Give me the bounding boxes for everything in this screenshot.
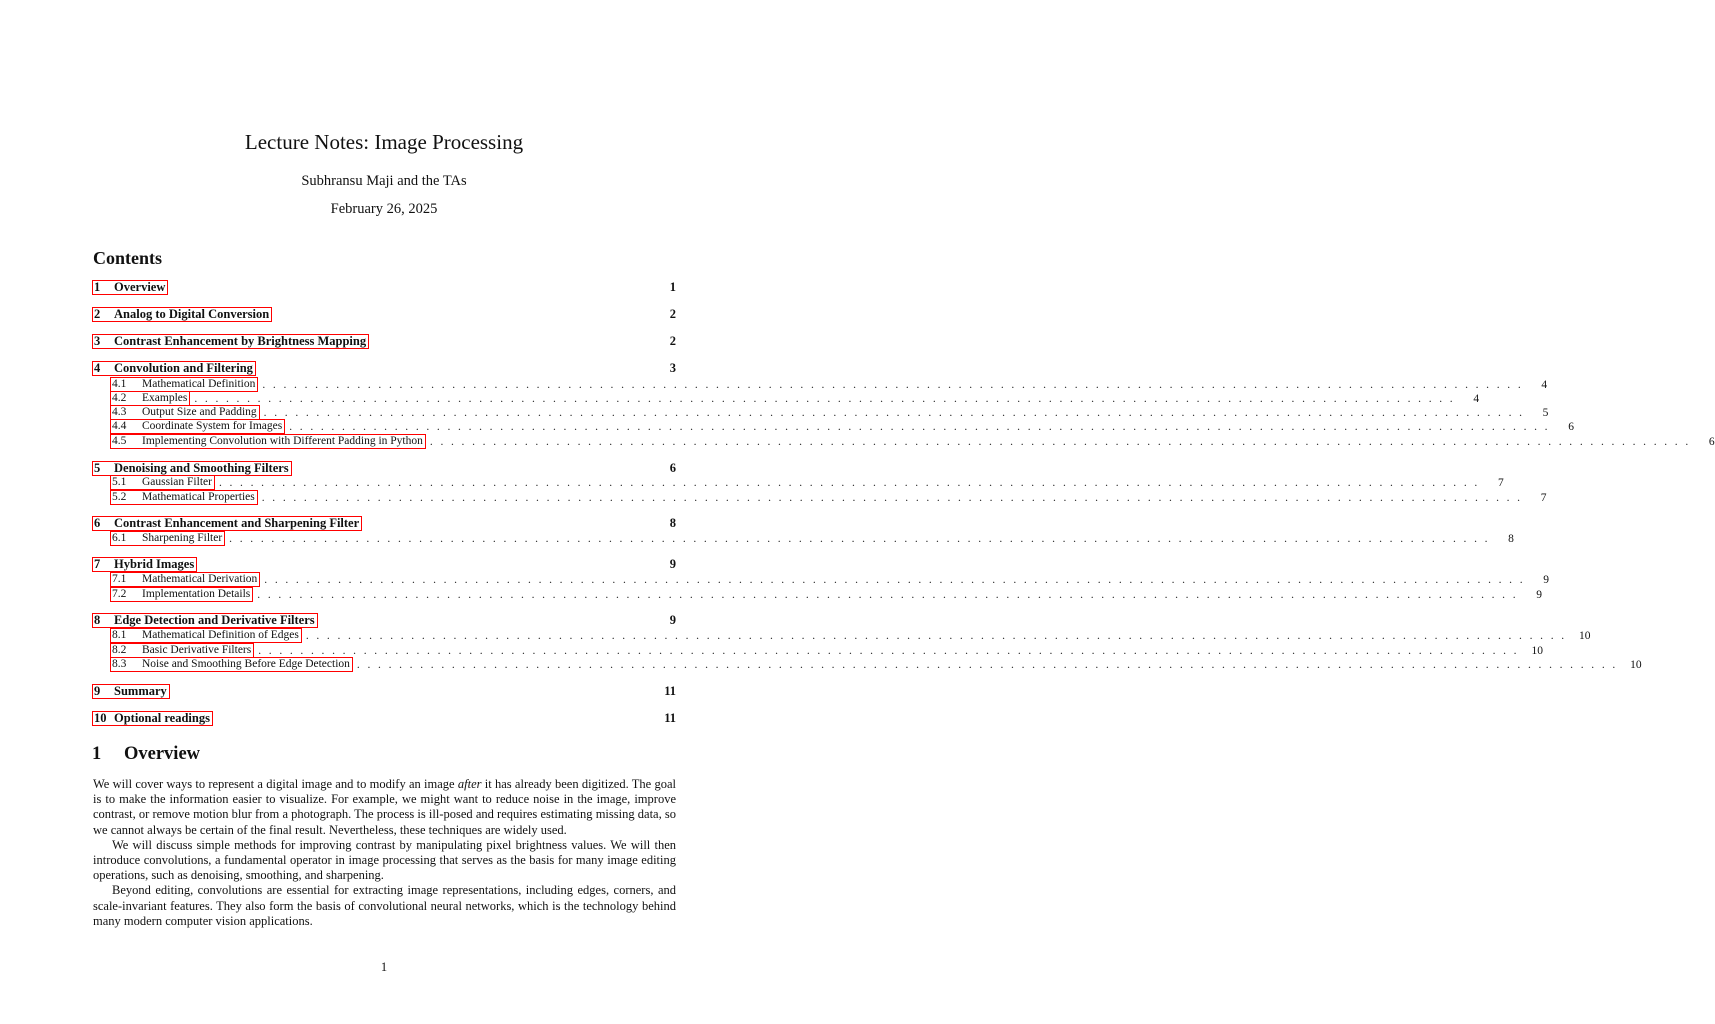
- toc-leader-dots: . . . . . . . . . . . . . . . . . . . . . . . . . . . . . . . . . . . . . . . . . . . . . . . . . . . . . . . . . . . . . . . . . . . . . . . . . . . . . . . . . . . . . . . . . . . . . . . . . . . . . . . . . . . . . . . . . . . . . . . .: [261, 491, 1523, 504]
- toc-page-number: 6: [1708, 435, 1715, 448]
- toc-number: 4.4: [112, 420, 127, 432]
- toc-leader-dots: . . . . . . . . . . . . . . . . . . . . . . . . . . . . . . . . . . . . . . . . . . . . . . . . . . . . . . . . . . . . . . . . . . . . . . . . . . . . . . . . . . . . . . . . . . . . . . . . . . . . . . . . . . . . . . . . . . . . . . . .: [429, 435, 1691, 448]
- document-title: Lecture Notes: Image Processing: [244, 130, 524, 154]
- toc-link[interactable]: [110, 419, 285, 434]
- page-number: 1: [380, 960, 388, 974]
- toc-title: Mathematical Definition: [142, 378, 256, 390]
- toc-entry-4-1: [110, 377, 1548, 392]
- toc-number: 5.2: [112, 491, 127, 503]
- toc-number: 9: [94, 684, 101, 698]
- toc-number: 7.1: [112, 573, 127, 585]
- toc-page-number: 3: [669, 361, 676, 375]
- toc-page-number: 9: [1543, 573, 1550, 586]
- toc-link[interactable]: [92, 307, 272, 322]
- toc-page-number: 2: [669, 334, 676, 348]
- toc-entry-8-2: [110, 643, 1543, 658]
- toc-entry-4-4: [110, 419, 1574, 434]
- toc-page-number: 1: [669, 280, 676, 294]
- toc-entry-4: [92, 361, 676, 376]
- toc-page-number: 10: [1630, 658, 1642, 671]
- document-author: Subhransu Maji and the TAs: [301, 173, 467, 189]
- toc-page-number: 6: [669, 461, 676, 475]
- toc-link[interactable]: [92, 684, 170, 699]
- toc-number: 2: [94, 307, 101, 321]
- toc-entry-7-2: [110, 587, 1542, 602]
- toc-title: Implementing Convolution with Different Padding in Python: [142, 435, 423, 447]
- toc-title: Overview: [114, 280, 166, 294]
- toc-page-number: 8: [669, 516, 676, 530]
- toc-number: 6.1: [112, 532, 127, 544]
- toc-title: Implementation Details: [142, 588, 251, 600]
- toc-leader-dots: . . . . . . . . . . . . . . . . . . . . . . . . . . . . . . . . . . . . . . . . . . . . . . . . . . . . . . . . . . . . . . . . . . . . . . . . . . . . . . . . . . . . . . . . . . . . . . . . . . . . . . . . . . . . . . . . . . . . . . . .: [229, 532, 1490, 545]
- toc-entry-5-1: [110, 475, 1504, 490]
- emphasized-text: after: [457, 777, 482, 791]
- toc-title: Noise and Smoothing Before Edge Detection: [142, 658, 350, 670]
- toc-link[interactable]: [110, 490, 258, 505]
- toc-page-number: 11: [664, 684, 676, 698]
- toc-leader-dots: . . . . . . . . . . . . . . . . . . . . . . . . . . . . . . . . . . . . . . . . . . . . . . . . . . . . . . . . . . . . . . . . . . . . . . . . . . . . . . . . . . . . . . . . . . . . . . . . . . . . . . . . . . . . . . . . . . . . . . . .: [218, 476, 1480, 489]
- toc-number: 7: [94, 557, 101, 571]
- toc-page-number: 9: [1536, 588, 1542, 601]
- toc-entry-4-2: [110, 391, 1480, 406]
- toc-title: Mathematical Definition of Edges: [142, 629, 299, 641]
- toc-leader-dots: . . . . . . . . . . . . . . . . . . . . . . . . . . . . . . . . . . . . . . . . . . . . . . . . . . . . . . . . . . . . . . . . . . . . . . . . . . . . . . . . . . . . . . . . . . . . . . . . . . . . . . . . . . . . . . . . . . . . . . . .: [258, 644, 1519, 657]
- toc-entry-1: [92, 280, 676, 295]
- toc-number: 4.3: [112, 406, 127, 418]
- toc-number: 4.1: [112, 378, 127, 390]
- toc-title: Convolution and Filtering: [114, 361, 253, 375]
- toc-page-number: 7: [1540, 491, 1547, 504]
- toc-page-number: 9: [669, 557, 676, 571]
- toc-number: 10: [94, 711, 107, 725]
- toc-title: Contrast Enhancement by Brightness Mapping: [114, 334, 367, 348]
- toc-number: 7.2: [112, 588, 127, 600]
- toc-leader-dots: . . . . . . . . . . . . . . . . . . . . . . . . . . . . . . . . . . . . . . . . . . . . . . . . . . . . . . . . . . . . . . . . . . . . . . . . . . . . . . . . . . . . . . . . . . . . . . . . . . . . . . . . . . . . . . . . . . . . . . . .: [257, 588, 1518, 601]
- toc-entry-5: [92, 461, 676, 476]
- toc-number: 8: [94, 613, 101, 627]
- toc-leader-dots: . . . . . . . . . . . . . . . . . . . . . . . . . . . . . . . . . . . . . . . . . . . . . . . . . . . . . . . . . . . . . . . . . . . . . . . . . . . . . . . . . . . . . . . . . . . . . . . . . . . . . . . . . . . . . . . . . . . . . . . .: [264, 573, 1526, 586]
- toc-entry-9: [92, 684, 676, 699]
- toc-entry-7: [92, 557, 676, 572]
- toc-page-number: 10: [1531, 644, 1543, 657]
- toc-link[interactable]: [110, 587, 253, 602]
- toc-entry-10: [92, 711, 676, 726]
- toc-title: Denoising and Smoothing Filters: [114, 461, 289, 475]
- toc-link[interactable]: [110, 531, 225, 546]
- body-paragraph: [93, 838, 676, 884]
- toc-number: 4.5: [112, 435, 127, 447]
- toc-page-number: 4: [1473, 392, 1480, 405]
- body-paragraph: [93, 883, 676, 929]
- toc-title: Sharpening Filter: [142, 532, 223, 544]
- document-date: February 26, 2025: [330, 201, 438, 217]
- toc-page-number: 4: [1541, 378, 1548, 391]
- toc-link[interactable]: [92, 516, 362, 531]
- toc-link[interactable]: [92, 711, 213, 726]
- toc-link[interactable]: [92, 334, 369, 349]
- toc-title: Mathematical Properties: [142, 491, 255, 503]
- toc-entry-8: [92, 613, 676, 628]
- toc-link[interactable]: [110, 475, 215, 490]
- toc-number: 8.1: [112, 629, 127, 641]
- toc-link[interactable]: [110, 434, 426, 449]
- toc-leader-dots: . . . . . . . . . . . . . . . . . . . . . . . . . . . . . . . . . . . . . . . . . . . . . . . . . . . . . . . . . . . . . . . . . . . . . . . . . . . . . . . . . . . . . . . . . . . . . . . . . . . . . . . . . . . . . . . . . . . . . . . .: [289, 420, 1550, 433]
- body-paragraph: [93, 777, 676, 838]
- toc-number: 3: [94, 334, 101, 348]
- toc-link[interactable]: [92, 613, 318, 628]
- toc-leader-dots: . . . . . . . . . . . . . . . . . . . . . . . . . . . . . . . . . . . . . . . . . . . . . . . . . . . . . . . . . . . . . . . . . . . . . . . . . . . . . . . . . . . . . . . . . . . . . . . . . . . . . . . . . . . . . . . . . . . . . . . .: [262, 378, 1524, 391]
- toc-leader-dots: . . . . . . . . . . . . . . . . . . . . . . . . . . . . . . . . . . . . . . . . . . . . . . . . . . . . . . . . . . . . . . . . . . . . . . . . . . . . . . . . . . . . . . . . . . . . . . . . . . . . . . . . . . . . . . . . . . . . . . . .: [356, 658, 1618, 671]
- toc-link[interactable]: [92, 461, 292, 476]
- toc-entry-4-3: [110, 405, 1549, 420]
- contents-heading: Contents: [93, 248, 163, 268]
- toc-entry-7-1: [110, 572, 1550, 587]
- toc-title: Mathematical Derivation: [142, 573, 258, 585]
- toc-title: Hybrid Images: [114, 557, 195, 571]
- toc-page-number: 7: [1497, 476, 1504, 489]
- toc-number: 6: [94, 516, 101, 530]
- toc-entry-6-1: [110, 531, 1514, 546]
- paragraph-text: Beyond editing, convolutions are essential for extracting image representations, including edges, corners, and scale-invariant features. They also form the basis of convolutional neural networks, which is the technology behind many modern computer vision applications.: [93, 883, 676, 928]
- toc-number: 8.2: [112, 644, 127, 656]
- toc-title: Summary: [114, 684, 167, 698]
- section-title: Overview: [124, 744, 201, 764]
- paragraph-text: We will discuss simple methods for improving contrast by manipulating pixel brightness values. We will then introduce convolutions, a fundamental operator in image processing that serves as the basis for many image editing operations, such as denoising, smoothing, and sharpening.: [93, 837, 676, 883]
- toc-link[interactable]: [110, 377, 258, 392]
- toc-leader-dots: . . . . . . . . . . . . . . . . . . . . . . . . . . . . . . . . . . . . . . . . . . . . . . . . . . . . . . . . . . . . . . . . . . . . . . . . . . . . . . . . . . . . . . . . . . . . . . . . . . . . . . . . . . . . . . . . . . . . . . . .: [263, 406, 1525, 419]
- toc-title: Examples: [142, 392, 188, 404]
- toc-page-number: 6: [1568, 420, 1574, 433]
- paragraph-text: We will cover ways to represent a digital image and to modify an image: [93, 777, 458, 791]
- toc-link[interactable]: [110, 628, 302, 643]
- toc-number: 5: [94, 461, 101, 475]
- toc-page-number: 9: [669, 613, 676, 627]
- toc-link[interactable]: [110, 572, 260, 587]
- toc-entry-8-3: [110, 657, 1642, 672]
- toc-entry-5-2: [110, 490, 1547, 505]
- toc-link[interactable]: [92, 557, 197, 572]
- toc-link[interactable]: [110, 391, 190, 406]
- toc-link[interactable]: [110, 643, 254, 658]
- toc-number: 1: [94, 280, 101, 294]
- section-body: [93, 777, 676, 929]
- toc-page-number: 10: [1579, 629, 1591, 642]
- toc-title: Basic Derivative Filters: [142, 644, 252, 656]
- section-heading: [92, 744, 200, 765]
- toc-page-number: 11: [664, 711, 676, 725]
- toc-link[interactable]: [92, 280, 168, 295]
- toc-entry-8-1: [110, 628, 1591, 643]
- toc-number: 4.2: [112, 392, 127, 404]
- toc-title: Coordinate System for Images: [142, 420, 283, 432]
- toc-leader-dots: . . . . . . . . . . . . . . . . . . . . . . . . . . . . . . . . . . . . . . . . . . . . . . . . . . . . . . . . . . . . . . . . . . . . . . . . . . . . . . . . . . . . . . . . . . . . . . . . . . . . . . . . . . . . . . . . . . . . . . . .: [194, 392, 1456, 405]
- toc-title: Edge Detection and Derivative Filters: [114, 613, 315, 627]
- toc-number: 5.1: [112, 476, 127, 488]
- toc-title: Analog to Digital Conversion: [114, 307, 270, 321]
- toc-link[interactable]: [92, 361, 256, 376]
- toc-entry-2: [92, 307, 676, 322]
- toc-title: Output Size and Padding: [142, 406, 257, 418]
- toc-page-number: 5: [1542, 406, 1549, 419]
- toc-entry-4-5: [110, 434, 1715, 449]
- paragraph-text: it has already been digitized. The goal is to make the information easier to visualize. For example, we might want to reduce noise in the image, improve contrast, or remove motion blur from a photograph. The process is ill-posed and requires estimating missing data, so we cannot always be certain of the final result. Nevertheless, these techniques are widely used.: [93, 777, 676, 837]
- toc-link[interactable]: [110, 405, 260, 420]
- toc-title: Contrast Enhancement and Sharpening Filter: [114, 516, 360, 530]
- toc-entry-3: [92, 334, 676, 349]
- toc-title: Gaussian Filter: [142, 476, 212, 488]
- toc-page-number: 8: [1508, 532, 1514, 545]
- toc-page-number: 2: [669, 307, 676, 321]
- toc-entry-6: [92, 516, 676, 531]
- toc-leader-dots: . . . . . . . . . . . . . . . . . . . . . . . . . . . . . . . . . . . . . . . . . . . . . . . . . . . . . . . . . . . . . . . . . . . . . . . . . . . . . . . . . . . . . . . . . . . . . . . . . . . . . . . . . . . . . . . . . . . . . . . .: [305, 629, 1567, 642]
- section-number: 1: [92, 744, 102, 764]
- toc-title: Optional readings: [114, 711, 210, 725]
- toc-link[interactable]: [110, 657, 353, 672]
- toc-number: 4: [94, 361, 101, 375]
- toc-number: 8.3: [112, 658, 127, 670]
